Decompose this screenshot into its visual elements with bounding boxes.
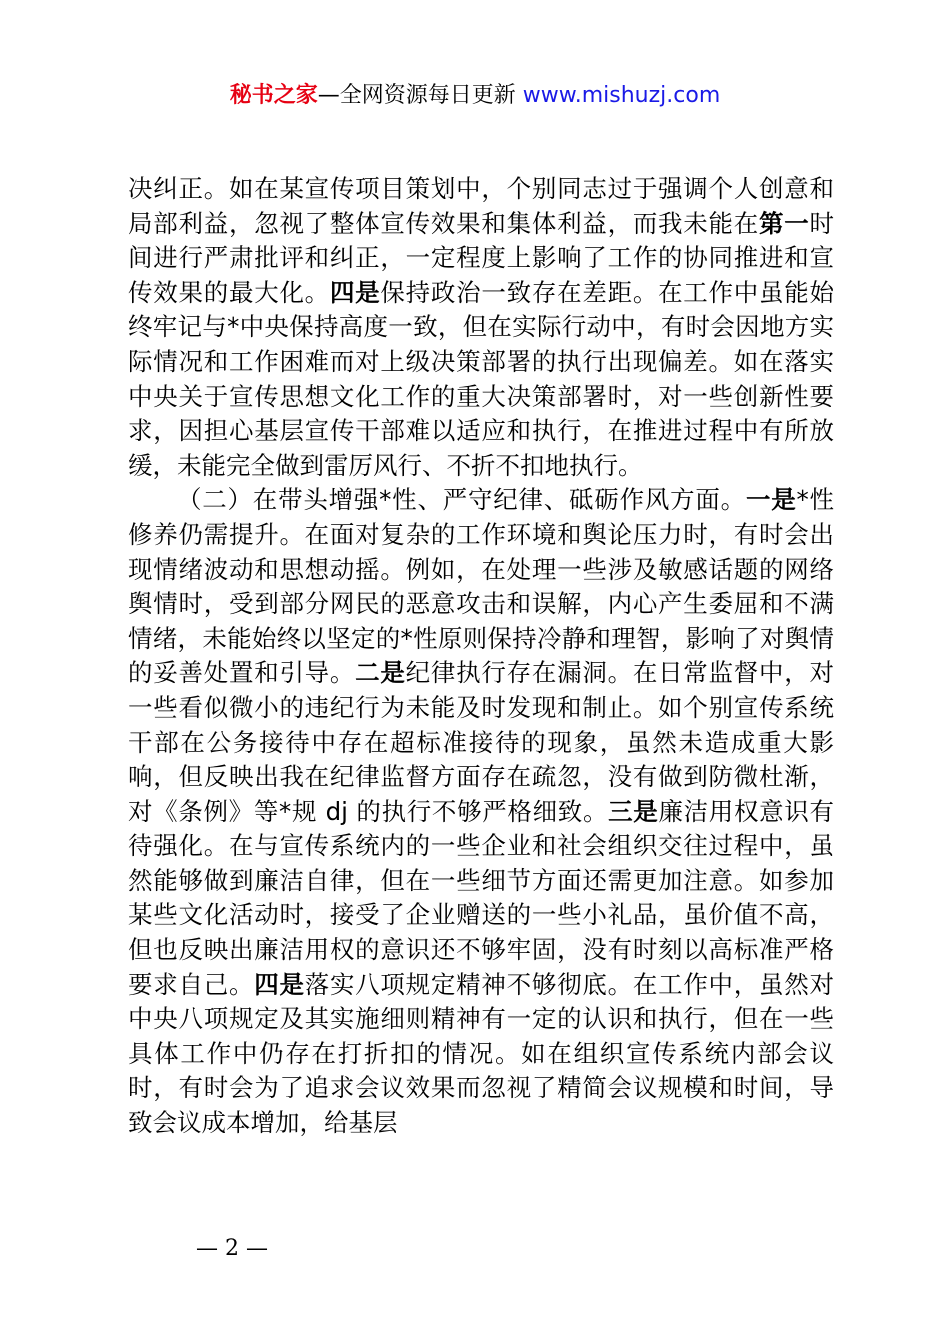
paragraph-2-bold-a: 一是: [745, 485, 797, 515]
paragraph-2-text-b: 纪律执行存在漏洞。在日常监督中，对一些看似微小的违纪行为未能及时发现和制止。如个别宣传系统干部在公务接待中存在超标准接待的现象，虽然未造成重大影响，但反映出我在纪律监督方面存在疏忽，没有做到防微杜渐，对《条例》等*规 dj 的执行不够严格细致。: [128, 658, 835, 826]
paragraph-2-heading: （二）在带头增强*性、严守纪律、砥砺作风方面。: [177, 485, 746, 515]
paragraph-2-text-a: *性修养仍需提升。在面对复杂的工作环境和舆论压力时，有时会出现情绪波动和思想动摇。例如，在处理一些涉及敏感话题的网络舆情时，受到部分网民的恶意攻击和误解，内心产生委屈和不满情绪，未能始终以坚定的*性原则保持冷静和理智，影响了对舆情的妥善处置和引导。: [128, 485, 835, 688]
paragraph-1-text-a: 决纠正。如在某宣传项目策划中，个别同志过于强调个人创意和局部利益，忽视了整体宣传效果和集体利益，而我未能在: [128, 174, 834, 238]
brand-name: 秘书之家: [229, 83, 318, 108]
paragraph-1: [128, 172, 834, 483]
paragraph-1-bold-b: 四是: [329, 277, 381, 307]
paragraph-2-text-d: 落实八项规定精神不够彻底。在工作中，虽然对中央八项规定及其实施细则精神有一定的认识和执行，但在一些具体工作中仍存在打折扣的情况。如在组织宣传系统内部会议时，有时会为了追求会议效果而忽视了精简会议规模和时间，导致会议成本增加，给基层: [128, 969, 835, 1138]
paragraph-1-text-b: 时间进行严肃批评和纠正，一定程度上影响了工作的协同推进和宣传效果的最大化。: [128, 208, 835, 307]
site-url-link[interactable]: www.mishuzj.com: [522, 83, 721, 108]
paragraph-2-bold-d: 四是: [254, 969, 305, 999]
site-header: [0, 80, 950, 112]
paragraph-2-text-c: 廉洁用权意识有待强化。在与宣传系统内的一些企业和社会组织交往过程中，虽然能够做到廉洁自律，但在一些细节方面还需更加注意。如参加某些文化活动时，接受了企业赠送的一些小礼品，虽价值不高，但也反映出廉洁用权的意识还不够牢固，没有时刻以高标准严格要求自己。: [128, 796, 834, 999]
header-slogan: —全网资源每日更新: [317, 83, 523, 108]
paragraph-2-bold-c: 三是: [608, 796, 659, 826]
paragraph-2: [128, 483, 834, 1140]
paragraph-2-bold-b: 二是: [355, 658, 406, 688]
paragraph-1-text-c: 保持政治一致存在差距。在工作中虽能始终牢记与*中央保持高度一致，但在实际行动中，有时会因地方实际情况和工作困难而对上级决策部署的执行出现偏差。如在落实中央关于宣传思想文化工作的重大决策部署时，对一些创新性要求，因担心基层宣传干部难以适应和执行，在推进过程中有所放缓，未能完全做到雷厉风行、不折不扣地执行。: [128, 277, 835, 480]
paragraph-1-bold-a: 第一: [759, 208, 810, 238]
page-number: — 2 —: [196, 1236, 268, 1261]
document-body: [128, 172, 834, 1141]
